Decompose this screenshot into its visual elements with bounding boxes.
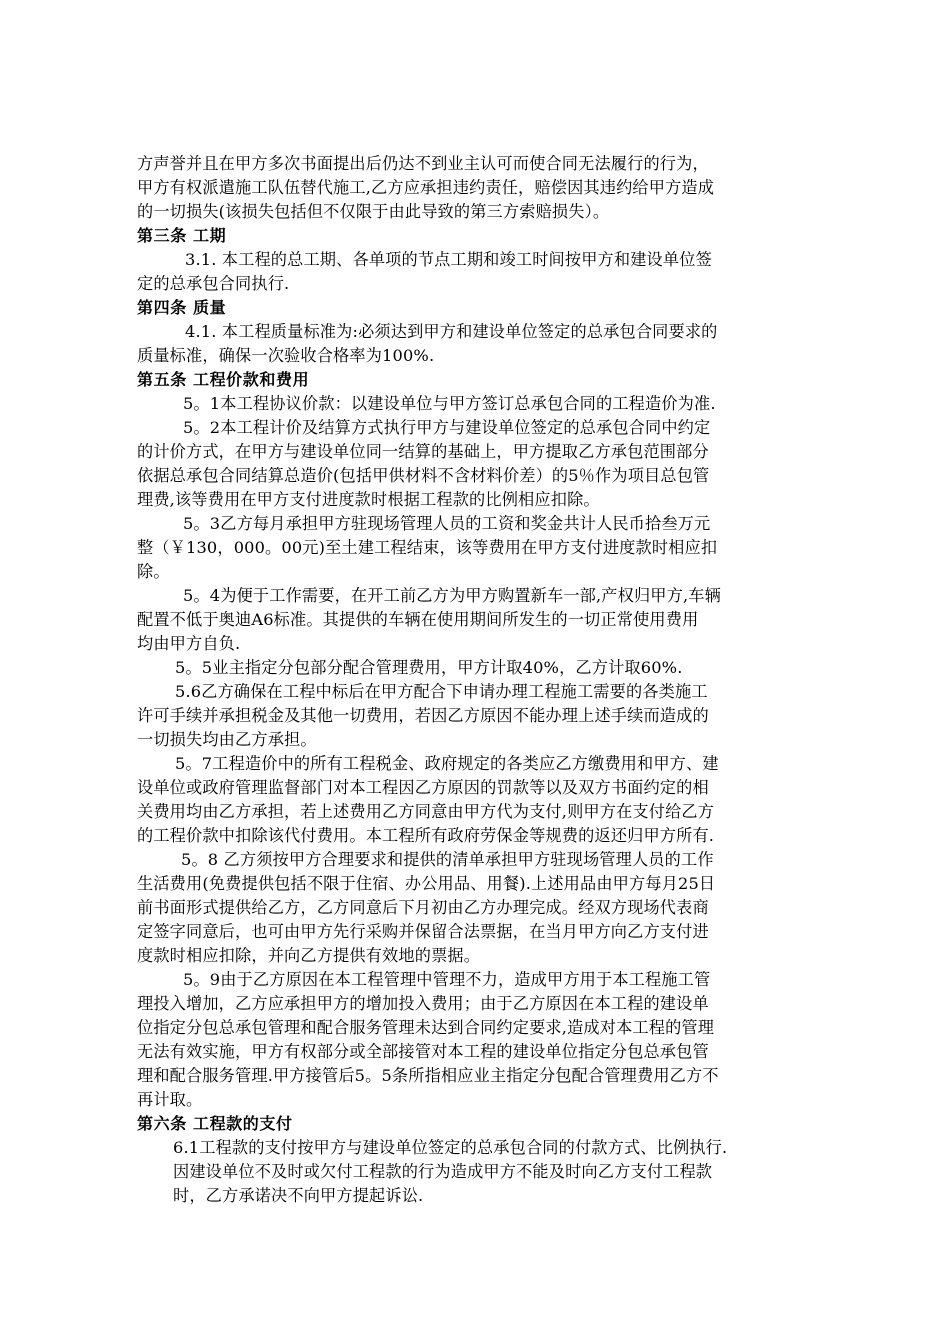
text-line: 定签字同意后，也可由甲方先行采购并保留合法票据，在当月甲方向乙方支付进 [137, 922, 709, 941]
text-line: 理费,该等费用在甲方支付进度款时根据工程款的比例相应扣除。 [137, 490, 600, 509]
text-line: 6.1工程款的支付按甲方与建设单位签定的总承包合同的付款方式、比例执行. [173, 1138, 728, 1157]
text-line: 许可手续并承担税金及其他一切费用，若因乙方原因不能办理上述手续而造成的 [137, 706, 709, 725]
text-line: 无法有效实施，甲方有权部分或全部接管对本工程的建设单位指定分包总承包管 [137, 1042, 709, 1061]
text-line: 除。 [137, 562, 170, 581]
text-line: 甲方有权派遣施工队伍替代施工,乙方应承担违约责任，赔偿因其违约给甲方造成 [137, 178, 715, 197]
text-line: 度款时相应扣除，并向乙方提供有效地的票据。 [137, 946, 481, 965]
text-line: 5。5业主指定分包部分配合管理费用，甲方计取40%，乙方计取60%. [175, 658, 683, 677]
section-heading: 第四条 质量 [137, 298, 227, 317]
text-line: 时，乙方承诺决不向甲方提起诉讼. [173, 1186, 424, 1205]
text-line: 5。4为便于工作需要，在开工前乙方为甲方购置新车一部,产权归甲方,车辆 [183, 586, 721, 605]
text-line: 生活费用(免费提供包括不限于住宿、办公用品、用餐).上述用品由甲方每月25日 [137, 874, 716, 893]
text-line: 5。2本工程计价及结算方式执行甲方与建设单位签定的总承包合同中约定 [183, 418, 711, 437]
text-line: 定的总承包合同执行. [137, 274, 290, 293]
text-line: 设单位或政府管理监督部门对本工程因乙方原因的罚款等以及双方书面约定的相 [137, 778, 709, 797]
text-line: 均由甲方自负. [137, 634, 241, 653]
text-line: 5。1本工程协议价款：以建设单位与甲方签订总承包合同的工程造价为准. [183, 394, 716, 413]
text-line: 关费用均由乙方承担，若上述费用乙方同意由甲方代为支付,则甲方在支付给乙方 [137, 802, 715, 821]
text-line: 质量标准，确保一次验收合格率为100%. [137, 346, 435, 365]
text-line: 的计价方式，在甲方与建设单位同一结算的基础上，甲方提取乙方承包范围部分 [137, 442, 709, 461]
text-line: 5。9由于乙方原因在本工程管理中管理不力，造成甲方用于本工程施工管 [183, 970, 711, 989]
section-heading: 第三条 工期 [137, 226, 227, 245]
text-line: 5。3乙方每月承担甲方驻现场管理人员的工资和奖金共计人民币拾叁万元 [183, 514, 711, 533]
text-line: 配置不低于奥迪A6标准。其提供的车辆在使用期间所发生的一切正常使用费用 [137, 610, 699, 629]
text-line: 的一切损失(该损失包括但不仅限于由此导致的第三方索赔损失）。 [137, 202, 610, 221]
text-line: 4.1. 本工程质量标准为:必须达到甲方和建设单位签定的总承包合同要求的 [185, 322, 718, 341]
text-line: 5。7工程造价中的所有工程税金、政府规定的各类应乙方缴费用和甲方、建 [175, 754, 719, 773]
text-line: 理和配合服务管理.甲方接管后5。5条所指相应业主指定分包配合管理费用乙方不 [137, 1066, 719, 1085]
text-line: 依据总承包合同结算总造价(包括甲供材料不含材料价差）的5％作为项目总包管 [137, 466, 710, 485]
text-line: 前书面形式提供给乙方，乙方同意后下月初由乙方办理完成。经双方现场代表商 [137, 898, 709, 917]
text-line: 3.1. 本工程的总工期、各单项的节点工期和竣工时间按甲方和建设单位签 [185, 250, 712, 269]
text-line: 再计取。 [137, 1090, 203, 1109]
section-heading: 第六条 工程款的支付 [137, 1114, 293, 1133]
text-line: 5。8 乙方须按甲方合理要求和提供的清单承担甲方驻现场管理人员的工作 [181, 850, 714, 869]
text-line: 因建设单位不及时或欠付工程款的行为造成甲方不能及时向乙方支付工程款 [173, 1162, 713, 1181]
section-heading: 第五条 工程价款和费用 [137, 370, 310, 389]
text-line: 的工程价款中扣除该代付费用。本工程所有政府劳保金等规费的返还归甲方所有. [137, 826, 715, 845]
text-line: 5.6乙方确保在工程中标后在甲方配合下申请办理工程施工需要的各类施工 [175, 682, 708, 701]
text-line: 方声誉并且在甲方多次书面提出后仍达不到业主认可而使合同无法履行的行为， [137, 154, 709, 173]
text-line: 理投入增加，乙方应承担甲方的增加投入费用；由于乙方原因在本工程的建设单 [137, 994, 709, 1013]
text-line: 位指定分包总承包管理和配合服务管理未达到合同约定要求,造成对本工程的管理 [137, 1018, 715, 1037]
text-line: 整（￥130，000。00元)至土建工程结束，该等费用在甲方支付进度款时相应扣 [137, 538, 718, 557]
text-line: 一切损失均由乙方承担。 [137, 730, 317, 749]
